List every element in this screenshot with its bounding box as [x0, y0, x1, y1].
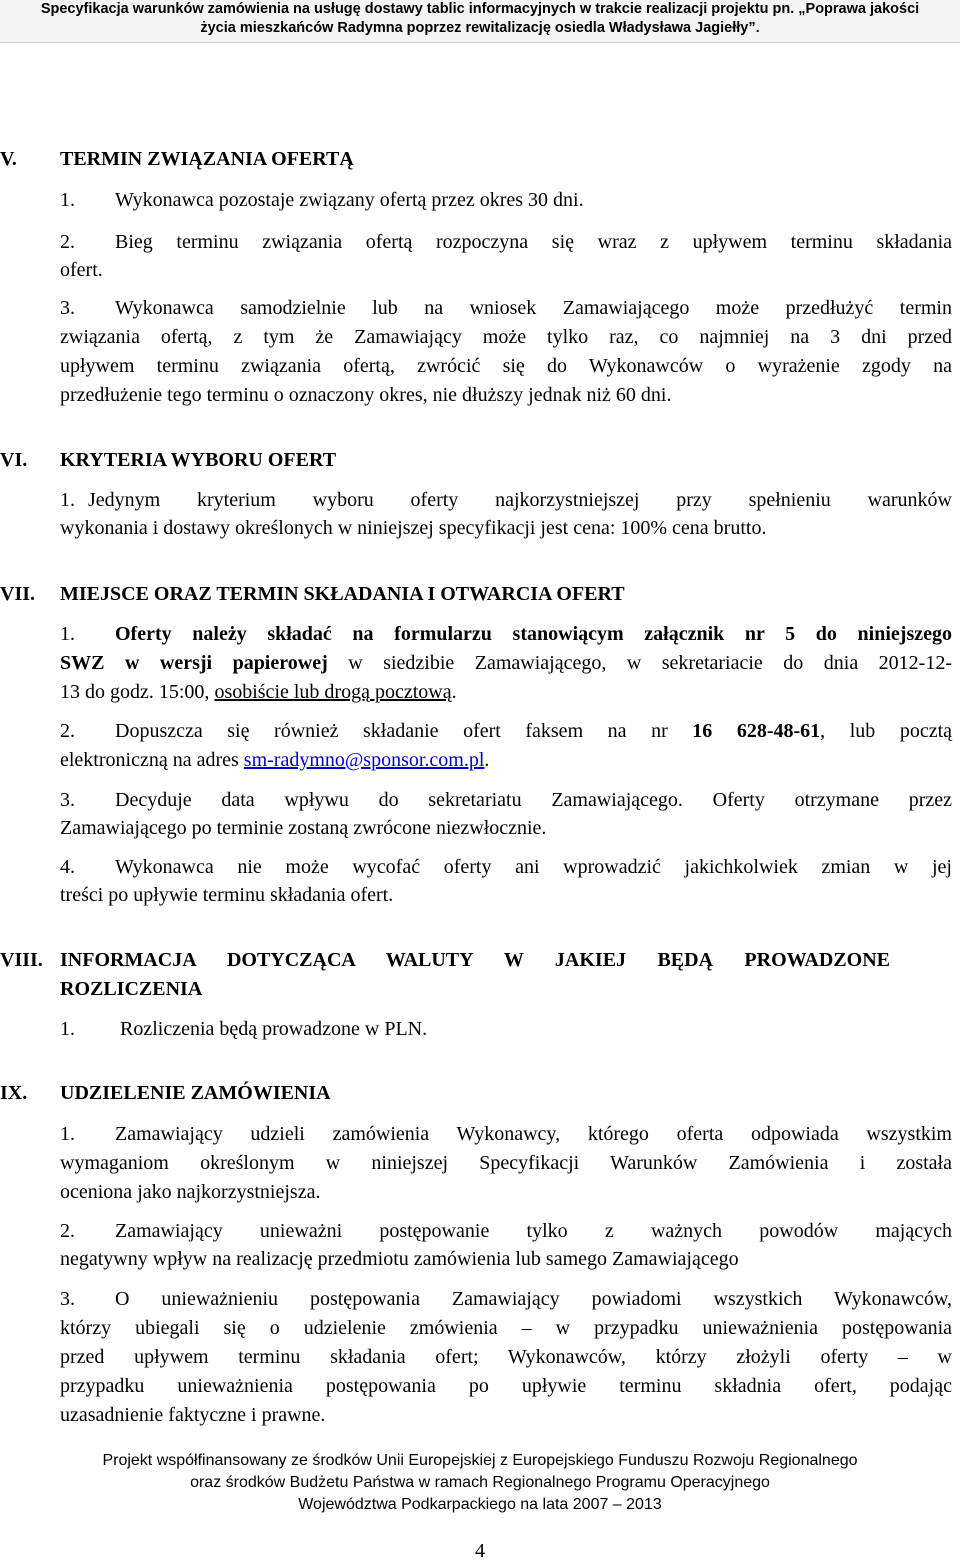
sec5-item3-number: 3. — [60, 297, 75, 319]
header-line-1: Specyfikacja warunków zamówienia na usługę dostawy tablic informacyjnych w trakcie realizacji projektu pn. „Poprawa jakości — [40, 1, 920, 17]
sec7-item4-line2: treści po upływie terminu składania ofert. — [60, 884, 394, 906]
sec9-item3-line2: którzy ubiegali się o udzielenie zmówienia – w przypadku unieważnienia postępowania — [60, 1317, 952, 1339]
sec7-item2-fax-number: 16 628-48-61 — [692, 720, 821, 742]
sec8-item1-text: Rozliczenia będą prowadzone w PLN. — [120, 1018, 428, 1040]
sec5-item2-line2: ofert. — [60, 259, 103, 281]
sec9-item1-number: 1. — [60, 1123, 75, 1145]
sec7-item1-underlined: osobiście lub drogą pocztową — [214, 681, 452, 703]
sec5-item3-line4: przedłużenie tego terminu o oznaczony okres, nie dłuższy jednak niż 60 dni. — [60, 384, 672, 406]
sec7-item4-line1: Wykonawca nie może wycofać oferty ani wprowadzić jakichkolwiek zmian w jej — [115, 856, 952, 878]
sec7-item4-number: 4. — [60, 856, 75, 878]
sec9-item2-line1: Zamawiający unieważni postępowanie tylko z ważnych powodów mających — [115, 1220, 952, 1242]
sec5-item3-line2: związania ofertą, z tym że Zamawiający może tylko raz, co najmniej na 3 dni przed — [60, 326, 952, 348]
sec5-item1-number: 1. — [60, 189, 75, 211]
sec7-item2-number: 2. — [60, 720, 75, 742]
sec7-item1-line1: Oferty należy składać na formularzu stanowiącym załącznik nr 5 do niniejszego — [115, 623, 952, 645]
email-link[interactable]: sm-radymno@sponsor.com.pl — [243, 749, 485, 771]
sec9-item1-line1: Zamawiający udzieli zamówienia Wykonawcy, którego oferta odpowiada wszystkim — [115, 1123, 952, 1145]
sec6-item1-line1: Jedynym kryterium wyboru oferty najkorzystniejszej przy spełnieniu warunków — [88, 489, 952, 511]
sec8-item1-number: 1. — [60, 1018, 75, 1040]
sec6-item1-number: 1. — [60, 489, 75, 511]
sec7-item2-line1-end: , lub pocztą — [820, 720, 953, 742]
sec5-item1-text: Wykonawca pozostaje związany ofertą przez okres 30 dni. — [115, 189, 584, 211]
sec9-item3-line5: uzasadnienie faktyczne i prawne. — [60, 1404, 326, 1426]
section-5-number: V. — [0, 148, 17, 170]
section-8-number: VIII. — [0, 949, 43, 971]
sec7-item1-bold-segment: SWZ w wersji papierowej — [60, 652, 328, 674]
sec6-item1-line2: wykonania i dostawy określonych w niniejszej specyfikacji jest cena: 100% cena brutto. — [60, 517, 767, 539]
section-5-title: TERMIN ZWIĄZANIA OFERTĄ — [60, 148, 354, 170]
footer-line-1: Projekt współfinansowany ze środków Unii Europejskiej z Europejskiego Funduszu Rozwoju Regionalnego — [102, 1452, 858, 1469]
sec9-item2-number: 2. — [60, 1220, 75, 1242]
sec9-item2-line2: negatywny wpływ na realizację przedmiotu zamówienia lub samego Zamawiającego — [60, 1248, 739, 1270]
section-9-title: UDZIELENIE ZAMÓWIENIA — [60, 1082, 331, 1104]
running-header — [0, 0, 960, 43]
page-number: 4 — [475, 1540, 485, 1562]
sec7-item2-line2-start: elektroniczną na adres — [60, 749, 244, 771]
footer-line-3: Województwa Podkarpackiego na lata 2007 – 2013 — [298, 1496, 662, 1513]
sec7-item3-line2: Zamawiającego po terminie zostaną zwrócone niezwłocznie. — [60, 817, 547, 839]
sec9-item3-line1: O unieważnieniu postępowania Zamawiający powiadomi wszystkich Wykonawców, — [115, 1288, 952, 1310]
section-7-number: VII. — [0, 583, 36, 605]
sec7-item1-line3-end: . — [451, 681, 457, 703]
sec7-item2-line1 — [115, 719, 952, 743]
sec7-item3-line1: Decyduje data wpływu do sekretariatu Zamawiającego. Oferty otrzymane przez — [115, 789, 952, 811]
sec7-item3-number: 3. — [60, 789, 75, 811]
sec7-item1-number: 1. — [60, 623, 75, 645]
section-8-title-line1: INFORMACJA DOTYCZĄCA WALUTY W JAKIEJ BĘDĄ PROWADZONE — [60, 949, 890, 971]
sec9-item3-line3: przed upływem terminu składania ofert; Wykonawców, którzy złożyli oferty – w — [60, 1346, 952, 1368]
section-9-number: IX. — [0, 1082, 28, 1104]
sec5-item2-number: 2. — [60, 231, 75, 253]
sec7-item1-line3 — [60, 680, 457, 704]
section-7-title: MIEJSCE ORAZ TERMIN SKŁADANIA I OTWARCIA OFERT — [60, 583, 625, 605]
sec7-item1-line3-start: 13 do godz. 15:00, — [60, 681, 215, 703]
sec7-item1-line2 — [60, 651, 952, 675]
sec7-item1-line2-rest: w siedzibie Zamawiającego, w sekretariacie do dnia 2012-12- — [327, 652, 952, 674]
section-6-title: KRYTERIA WYBORU OFERT — [60, 449, 337, 471]
footer-line-2: oraz środków Budżetu Państwa w ramach Regionalnego Programu Operacyjnego — [190, 1474, 770, 1491]
sec5-item3-line3: upływem terminu związania ofertą, zwrócić się do Wykonawców o wyrażenie zgody na — [60, 355, 952, 377]
sec5-item2-line1: Bieg terminu związania ofertą rozpoczyna się wraz z upływem terminu składania — [115, 231, 952, 253]
sec9-item3-line4: przypadku unieważnienia postępowania po upływie terminu składnia ofert, podając — [60, 1375, 952, 1397]
sec7-item2-line1-start: Dopuszcza się również składanie ofert faksem na nr — [115, 720, 693, 742]
section-8-title-line2: ROZLICZENIA — [60, 978, 203, 1000]
sec7-item2-line2-end: . — [484, 749, 490, 771]
sec5-item3-line1: Wykonawca samodzielnie lub na wniosek Zamawiającego może przedłużyć termin — [115, 297, 952, 319]
sec7-item2-line2 — [60, 748, 489, 772]
header-line-2: życia mieszkańców Radymna poprzez rewitalizację osiedla Władysława Jagiełły”. — [200, 20, 760, 36]
section-6-number: VI. — [0, 449, 28, 471]
sec9-item1-line3: oceniona jako najkorzystniejsza. — [60, 1181, 321, 1203]
sec9-item3-number: 3. — [60, 1288, 75, 1310]
sec9-item1-line2: wymaganiom określonym w niniejszej Specyfikacji Warunków Zamówienia i została — [60, 1152, 952, 1174]
